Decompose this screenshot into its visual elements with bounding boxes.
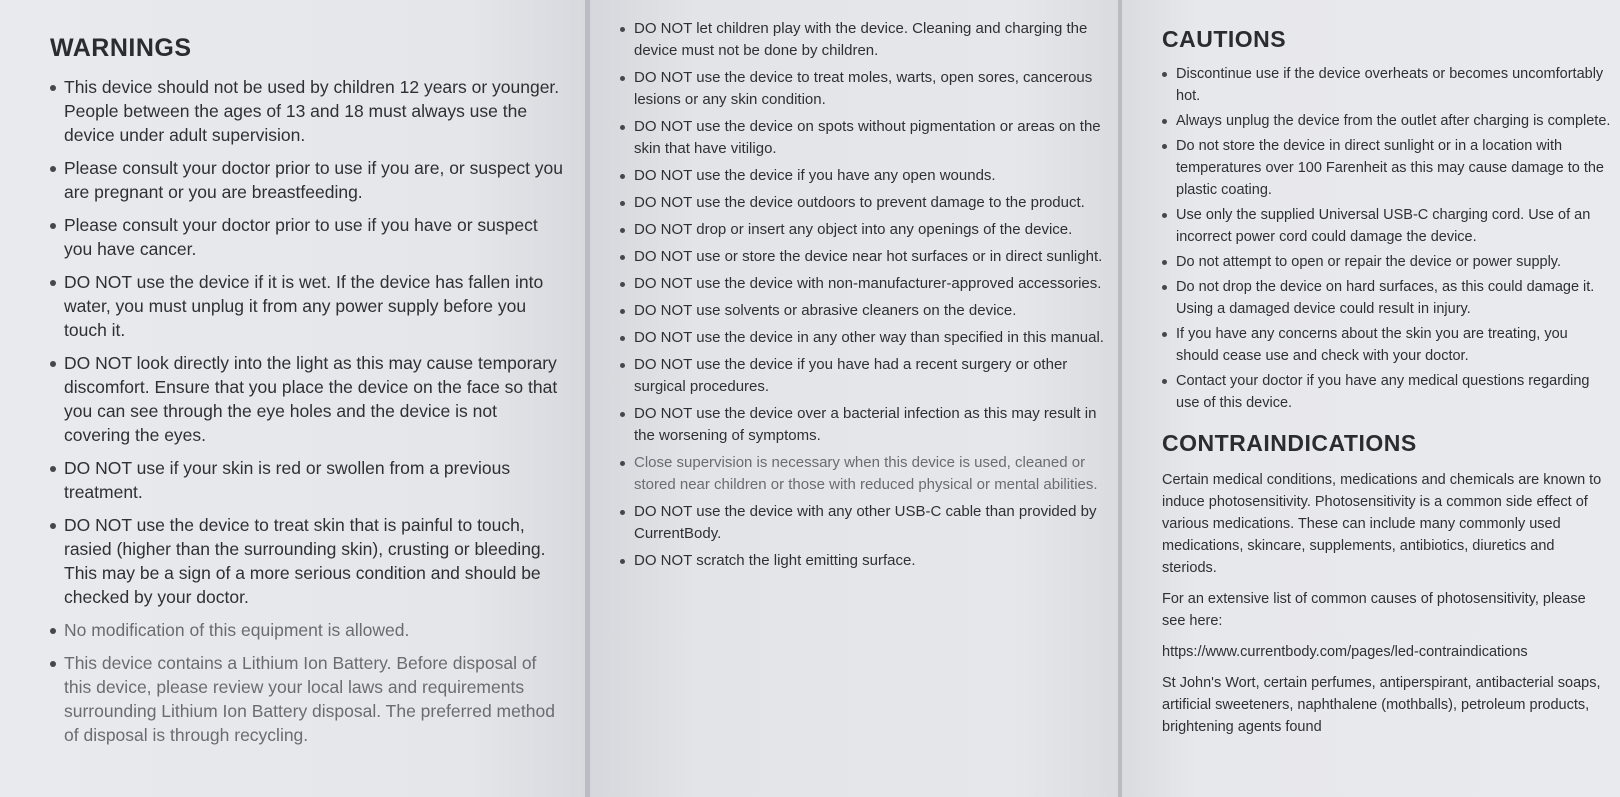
list-item: Close supervision is necessary when this device is used, cleaned or stored near children or those with reduced physical or mental abilities. [620,452,1110,496]
list-item: If you have any concerns about the skin you are treating, you should cease use and check with your doctor. [1162,323,1612,367]
warnings-continued-list [620,18,1110,572]
list-item: DO NOT use the device over a bacterial infection as this may result in the worsening of symptoms. [620,403,1110,447]
list-item: DO NOT use the device if you have had a recent surgery or other surgical procedures. [620,354,1110,398]
contraindications-paragraph: Certain medical conditions, medications and chemicals are known to induce photosensitivity. Photosensitivity is a common side effect of various medications. These can include many commonly used medications, skincare, supplements, antibiotics, diuretics and steriods. [1162,472,1602,576]
list-item: DO NOT use the device on spots without pigmentation or areas on the skin that have vitiligo. [620,116,1110,160]
page-warnings [0,0,585,797]
list-item: This device contains a Lithium Ion Battery. Before disposal of this device, please review your local laws and requirements surrounding Lithium Ion Battery disposal. The preferred method of disposal is through recycling. [50,651,563,747]
list-item: DO NOT use the device with non-manufacturer-approved accessories. [620,273,1110,295]
list-item: DO NOT scratch the light emitting surface. [620,550,1110,572]
cautions-list [1162,63,1612,414]
warnings-heading: WARNINGS [50,34,192,62]
list-item: DO NOT use the device to treat moles, warts, open sores, cancerous lesions or any skin condition. [620,67,1110,111]
list-item: DO NOT use the device if you have any open wounds. [620,165,1110,187]
list-item: Do not attempt to open or repair the device or power supply. [1162,251,1612,273]
list-item: DO NOT use the device in any other way than specified in this manual. [620,327,1110,349]
list-item: DO NOT look directly into the light as this may cause temporary discomfort. Ensure that you place the device on the face so that you can see through the eye holes and the device is not covering the eyes. [50,351,563,447]
list-item: DO NOT use the device to treat skin that is painful to touch, rasied (higher than the surrounding skin), crusting or bleeding. This may be a sign of a more serious condition and should be checked by your doctor. [50,513,563,609]
list-item: No modification of this equipment is allowed. [50,618,563,642]
list-item: Contact your doctor if you have any medical questions regarding use of this device. [1162,370,1612,414]
list-item: DO NOT use the device outdoors to prevent damage to the product. [620,192,1110,214]
list-item: Please consult your doctor prior to use if you are, or suspect you are pregnant or you are breastfeeding. [50,156,563,204]
page-cautions [1122,0,1620,797]
list-item: Use only the supplied Universal USB-C charging cord. Use of an incorrect power cord could damage the device. [1162,204,1612,248]
contraindications-paragraph: St John's Wort, certain perfumes, antiperspirant, antibacterial soaps, artificial sweeteners, naphthalene (mothballs), petroleum products, brightening agents found [1162,675,1601,735]
list-item: This device should not be used by children 12 years or younger. People between the ages of 13 and 18 must always use the device under adult supervision. [50,75,563,147]
list-item: DO NOT use the device with any other USB-C cable than provided by CurrentBody. [620,501,1110,545]
cautions-heading: CAUTIONS [1162,26,1287,52]
list-item: DO NOT use solvents or abrasive cleaners on the device. [620,300,1110,322]
list-item: DO NOT use if your skin is red or swollen from a previous treatment. [50,456,563,504]
list-item: DO NOT use the device if it is wet. If the device has fallen into water, you must unplug it from any power supply before you touch it. [50,270,563,342]
list-item: Discontinue use if the device overheats or becomes uncomfortably hot. [1162,63,1612,107]
list-item: Do not store the device in direct sunlight or in a location with temperatures over 100 Farenheit as this may cause damage to the plastic coating. [1162,135,1612,201]
warnings-list [50,75,563,747]
contraindications-paragraph: For an extensive list of common causes of photosensitivity, please see here: [1162,591,1586,629]
list-item: Please consult your doctor prior to use if you have or suspect you have cancer. [50,213,563,261]
list-item: Do not drop the device on hard surfaces, as this could damage it. Using a damaged device could result in injury. [1162,276,1612,320]
contraindications-link: https://www.currentbody.com/pages/led-contraindications [1162,644,1528,660]
list-item: Always unplug the device from the outlet after charging is complete. [1162,110,1612,132]
contraindications-heading: CONTRAINDICATIONS [1162,430,1417,456]
list-item: DO NOT use or store the device near hot surfaces or in direct sunlight. [620,246,1110,268]
page-warnings-continued [590,0,1120,797]
list-item: DO NOT drop or insert any object into any openings of the device. [620,219,1110,241]
list-item: DO NOT let children play with the device. Cleaning and charging the device must not be done by children. [620,18,1110,62]
